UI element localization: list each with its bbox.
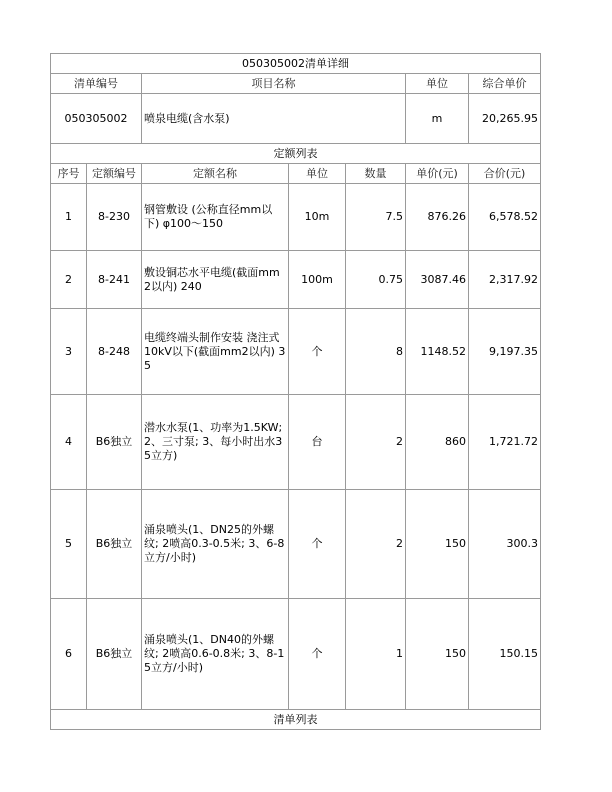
row-total: 6,578.52 <box>469 184 541 251</box>
row-code: 8-248 <box>87 309 142 395</box>
row-seq: 2 <box>51 251 87 309</box>
bill-unit: m <box>406 94 469 144</box>
row-qty: 1 <box>346 599 406 710</box>
row-name: 涌泉喷头(1、DN25的外螺纹; 2喷高0.3-0.5米; 3、6-8立方/小时) <box>142 490 289 599</box>
bill-unit-header: 单位 <box>406 74 469 94</box>
row-code: 8-241 <box>87 251 142 309</box>
quota-qty-header: 数量 <box>346 164 406 184</box>
row-seq: 6 <box>51 599 87 710</box>
row-name: 敷设铜芯水平电缆(截面mm2以内) 240 <box>142 251 289 309</box>
row-unit: 个 <box>289 599 346 710</box>
quota-code-header: 定额编号 <box>87 164 142 184</box>
table-row <box>51 395 541 490</box>
row-price: 150 <box>406 599 469 710</box>
row-unit: 10m <box>289 184 346 251</box>
row-seq: 4 <box>51 395 87 490</box>
bill-code: 050305002 <box>51 94 142 144</box>
row-seq: 5 <box>51 490 87 599</box>
row-seq: 3 <box>51 309 87 395</box>
row-code: B6独立 <box>87 395 142 490</box>
quota-name-header: 定额名称 <box>142 164 289 184</box>
row-qty: 7.5 <box>346 184 406 251</box>
row-price: 150 <box>406 490 469 599</box>
quota-seq-header: 序号 <box>51 164 87 184</box>
bill-code-header: 清单编号 <box>51 74 142 94</box>
row-name: 涌泉喷头(1、DN40的外螺纹; 2喷高0.6-0.8米; 3、8-15立方/小时) <box>142 599 289 710</box>
footer-title: 清单列表 <box>51 710 541 730</box>
row-total: 1,721.72 <box>469 395 541 490</box>
row-name: 潜水水泵(1、功率为1.5KW;2、三寸泵; 3、每小时出水35立方) <box>142 395 289 490</box>
row-price: 3087.46 <box>406 251 469 309</box>
quota-total-header: 合价(元) <box>469 164 541 184</box>
row-total: 9,197.35 <box>469 309 541 395</box>
row-code: B6独立 <box>87 490 142 599</box>
quota-unit-header: 单位 <box>289 164 346 184</box>
row-name: 电缆终端头制作安装 浇注式 10kV以下(截面mm2以内) 35 <box>142 309 289 395</box>
bill-name-header: 项目名称 <box>142 74 406 94</box>
row-qty: 2 <box>346 490 406 599</box>
quota-section-title: 定额列表 <box>51 144 541 164</box>
row-price: 860 <box>406 395 469 490</box>
sheet-title: 050305002清单详细 <box>51 54 541 74</box>
row-unit: 个 <box>289 309 346 395</box>
table-row <box>51 309 541 395</box>
row-unit: 个 <box>289 490 346 599</box>
row-seq: 1 <box>51 184 87 251</box>
row-qty: 8 <box>346 309 406 395</box>
row-qty: 0.75 <box>346 251 406 309</box>
row-code: B6独立 <box>87 599 142 710</box>
bill-name: 喷泉电缆(含水泵) <box>142 94 406 144</box>
row-price: 1148.52 <box>406 309 469 395</box>
row-unit: 台 <box>289 395 346 490</box>
row-code: 8-230 <box>87 184 142 251</box>
bill-composite-price-header: 综合单价 <box>469 74 541 94</box>
table-row <box>51 184 541 251</box>
row-price: 876.26 <box>406 184 469 251</box>
row-unit: 100m <box>289 251 346 309</box>
row-name: 钢管敷设 (公称直径mm以下) φ100～150 <box>142 184 289 251</box>
table-row <box>51 251 541 309</box>
bill-composite-price: 20,265.95 <box>469 94 541 144</box>
row-total: 2,317.92 <box>469 251 541 309</box>
bill-detail-table <box>50 53 541 730</box>
row-total: 300.3 <box>469 490 541 599</box>
table-row <box>51 599 541 710</box>
quota-price-header: 单价(元) <box>406 164 469 184</box>
row-qty: 2 <box>346 395 406 490</box>
row-total: 150.15 <box>469 599 541 710</box>
table-row <box>51 490 541 599</box>
